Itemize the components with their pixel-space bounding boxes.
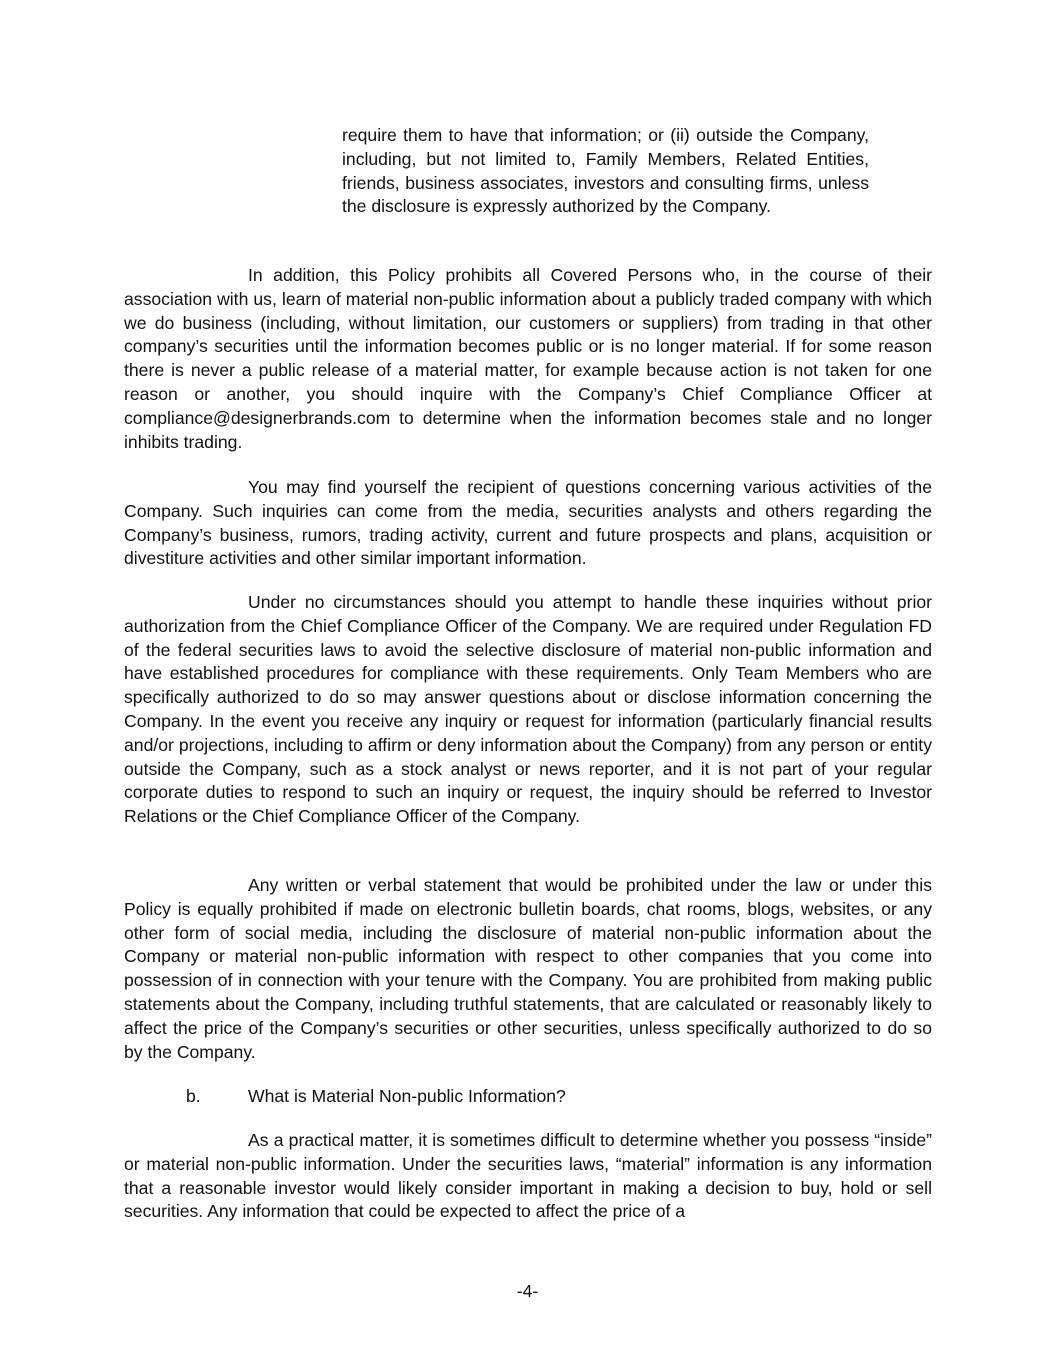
paragraph-regulation-fd: Under no circumstances should you attempt to handle these inquiries without prior authorization from the Chief Compliance Officer of the Company. We are required under Regulation FD of the federal securities laws to avoid the selective disclosure of material non-public information and have established procedures for compliance with these requirements. Only Team Members who are specifically authorized to do so may answer questions about or disclose information concerning the Company. In the event you receive any inquiry or request for information (particularly financial results and/or projections, including to affirm or deny information about the Company) from any person or entity outside the Company, such as a stock analyst or news reporter, and it is not part of your regular corporate duties to respond to such an inquiry or request, the inquiry should be referred to Investor Relations or the Chief Compliance Officer of the Company. bbox=[124, 592, 932, 827]
section-heading-title: What is Material Non-public Information? bbox=[248, 1086, 566, 1106]
page-number: -4- bbox=[516, 1281, 539, 1301]
section-heading-label: b. bbox=[186, 1086, 201, 1106]
paragraph-inquiries: You may find yourself the recipient of questions concerning various activities of the Company. Such inquiries can come from the media, securities analysts and others regarding the Company’s business, rumors, trading activity, current and future prospects and plans, acquisition or divestiture activities and other similar important information. bbox=[124, 477, 932, 569]
paragraph-social-media: Any written or verbal statement that would be prohibited under the law or under this Policy is equally prohibited if made on electronic bulletin boards, chat rooms, blogs, websites, or any other form of social media, including the disclosure of material non-public information about the Company or material non-public information with respect to other companies that you come into possession of in connection with your tenure with the Company. You are prohibited from making public statements about the Company, including truthful statements, that are calculated or reasonably likely to affect the price of the Company’s securities or other securities, unless specifically authorized to do so by the Company. bbox=[124, 875, 932, 1062]
continuation-paragraph: require them to have that information; or (ii) outside the Company, including, but not limited to, Family Members, Related Entities, friends, business associates, investors and consulting firms, unless the disclosure is expressly authorized by the Company. bbox=[342, 125, 869, 217]
paragraph-material-information: As a practical matter, it is sometimes difficult to determine whether you possess “inside” or material non-public information. Under the securities laws, “material” information is any information that a reasonable investor would likely consider important in making a decision to buy, hold or sell securities. Any information that could be expected to affect the price of a bbox=[124, 1130, 932, 1222]
paragraph-covered-persons-trading: In addition, this Policy prohibits all Covered Persons who, in the course of their association with us, learn of material non-public information about a publicly traded company with which we do business (including, without limitation, our customers or suppliers) from trading in that other company’s securities until the information becomes public or is no longer material. If for some reason there is never a public release of a material matter, for example because action is not taken for one reason or another, you should inquire with the Company’s Chief Compliance Officer at compliance@designerbrands.com to determine when the information becomes stale and no longer inhibits trading. bbox=[124, 265, 932, 452]
